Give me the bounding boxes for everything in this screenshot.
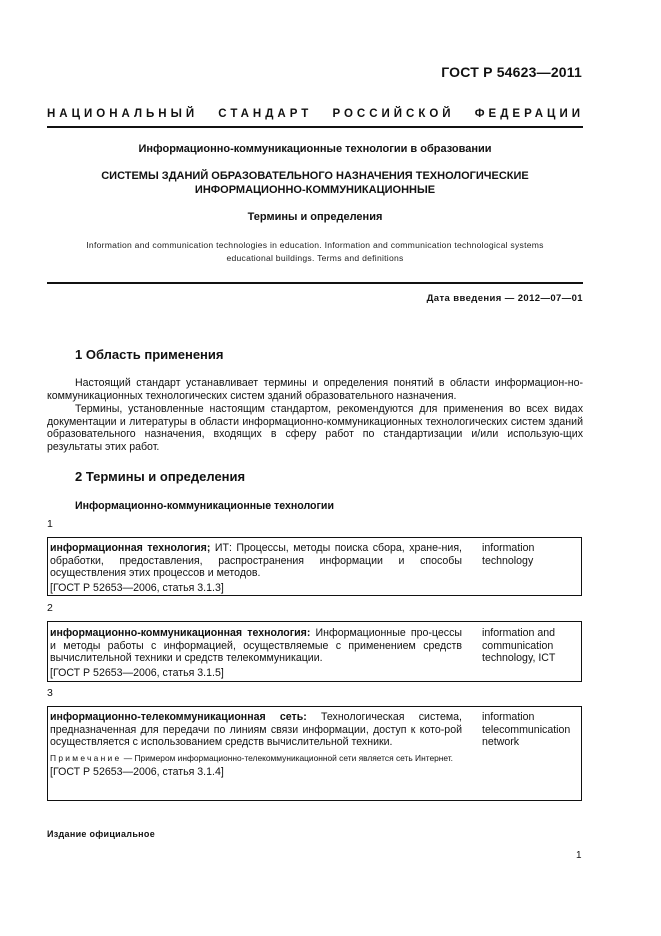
english-line: information and — [482, 627, 556, 639]
document-title-line: СИСТЕМЫ ЗДАНИЙ ОБРАЗОВАТЕЛЬНОГО НАЗНАЧЕНИЯ ТЕХНОЛОГИЧЕСКИЕ — [101, 170, 529, 182]
term-english-equivalent — [482, 542, 534, 567]
term-definition: Информационные про-цессы и методы работы с информацией, осуществляемые с применением средств вычислительной техники и средств телекоммуникации. — [50, 627, 462, 665]
national-standard-banner — [47, 108, 584, 120]
section-2-heading: 2 Термины и определения — [75, 469, 246, 484]
english-line: telecommunication — [482, 723, 571, 736]
term-entry-box — [47, 537, 582, 596]
term-definition: ИТ: Процессы, методы поиска сбора, хране-ния, обработки, предоставления, распространения информации и способы осуществления этих процессов и методов. — [50, 542, 462, 580]
middle-divider — [47, 282, 583, 284]
term-name: информационная технология; — [50, 542, 211, 554]
banner-word: СТАНДАРТ — [218, 108, 313, 120]
term-number: 2 — [47, 602, 53, 614]
note-text: — Примером информационно-телекоммуникационной сети является сеть Интернет. — [121, 752, 453, 763]
term-number: 3 — [47, 687, 53, 699]
english-title — [47, 239, 583, 265]
term-name: информационно-коммуникационная технология: — [50, 627, 311, 639]
document-title-line: ИНФОРМАЦИОННО-КОММУНИКАЦИОННЫЕ — [194, 184, 436, 196]
term-definition: Технологическая система, предназначенная для передачи по линиям связи информации, доступ к кото-рой осуществляется с использованием средств вычислительной техники. — [50, 711, 462, 749]
standard-number: ГОСТ Р 54623—2011 — [441, 64, 582, 80]
page-number: 1 — [576, 850, 582, 861]
document-subtitle: Термины и определения — [247, 211, 383, 223]
official-edition-label: Издание официальное — [47, 829, 156, 839]
term-note — [50, 752, 462, 765]
term-reference: [ГОСТ Р 52653—2006, статья 3.1.5] — [50, 666, 224, 679]
english-line: information — [482, 711, 535, 723]
term-name: информационно-телекоммуникационная сеть: — [50, 711, 307, 723]
section-1-paragraph: Настоящий стандарт устанавливает термины и определения понятий в области информацион-но-коммуникационных технологических систем зданий образовательного назначения. — [47, 377, 583, 402]
banner-word: РОССИЙСКОЙ — [332, 108, 455, 120]
term-english-equivalent — [482, 627, 555, 665]
english-title-line: educational buildings. Terms and definitions — [226, 253, 404, 263]
banner-word: НАЦИОНАЛЬНЫЙ — [47, 108, 199, 120]
english-line: information — [482, 542, 535, 554]
section-1-heading: 1 Область применения — [75, 347, 224, 362]
english-title-line: Information and communication technologies in education. Information and communication technological systems — [86, 240, 544, 250]
term-definition-block — [50, 542, 462, 594]
english-line: technology — [482, 554, 534, 567]
banner-word: ФЕДЕРАЦИИ — [474, 108, 584, 120]
term-english-equivalent — [482, 711, 570, 749]
section-2-subheading: Информационно-коммуникационные технологии — [75, 500, 334, 512]
term-number: 1 — [47, 518, 53, 530]
term-definition-block — [50, 711, 462, 779]
term-reference: [ГОСТ Р 52653—2006, статья 3.1.3] — [50, 581, 224, 594]
term-reference: [ГОСТ Р 52653—2006, статья 3.1.4] — [50, 766, 224, 779]
term-entry-box — [47, 621, 582, 682]
term-entry-box — [47, 706, 582, 801]
term-definition-block — [50, 627, 462, 679]
top-divider — [47, 126, 583, 128]
document-topic: Информационно-коммуникационные технологии в образовании — [138, 143, 492, 155]
english-line: network — [482, 736, 520, 749]
english-line: technology, ICT — [482, 652, 556, 665]
section-1-paragraph: Термины, установленные настоящим стандартом, рекомендуются для применения во всех видах документации и литературы в области информационно-коммуникационных технологических систем зданий образовательного назначения, входящих в сферу работ по стандартизации и/или использую-щих результаты этих работ. — [47, 403, 583, 453]
note-label: Примечание — [50, 752, 122, 763]
english-line: communication — [482, 639, 554, 652]
document-title — [47, 169, 583, 197]
introduction-date: Дата введения — 2012—07—01 — [426, 293, 583, 304]
